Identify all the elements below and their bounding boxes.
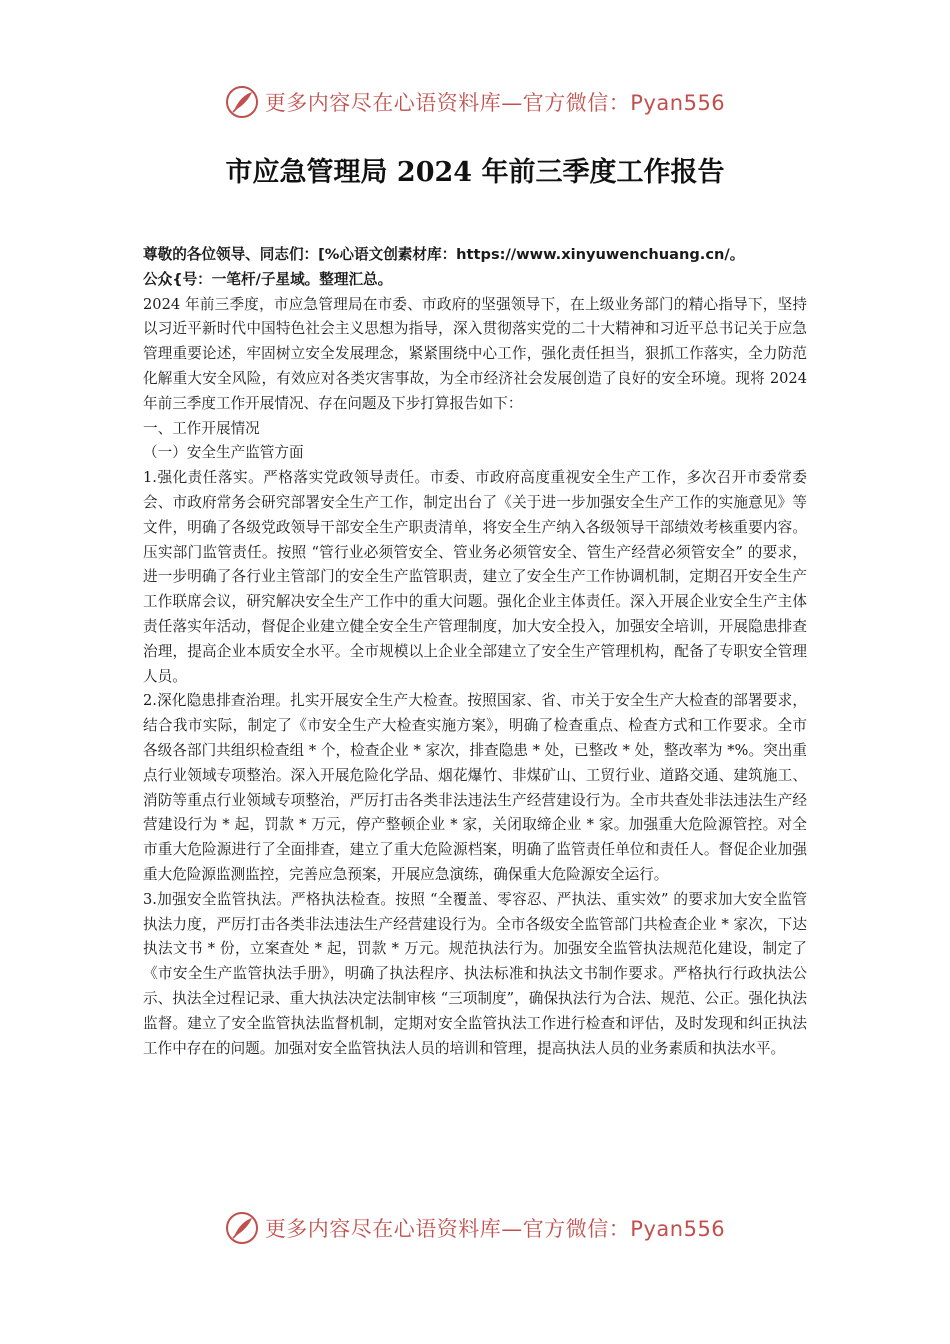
greeting-line: 公众{号：一笔杆/子星域。整理汇总。 — [143, 270, 393, 288]
intro-paragraph: 2024 年前三季度，市应急管理局在市委、市政府的坚强领导下，在上级业务部门的精心指导下，坚持以习近平新时代中国特色社会主义思想为指导，深入贯彻落实党的二十大精神和习近平总书记关于应急管理重要论述，牢固树立安全发展理念，紧紧围绕中心工作，强化责任担当，狠抓工作落实，全力防范化解重大安全风险，有效应对各类灾害事故，为全市经济社会发展创造了良好的安全环境。现将 2024 年前三季度工作开展情况、存在问题及下步打算报告如下： — [143, 295, 807, 412]
document-title: 市应急管理局 2024 年前三季度工作报告 — [225, 157, 725, 188]
banner-text: 更多内容尽在心语资料库—官方微信：Pyan556 — [264, 91, 726, 115]
subsection-heading: （一）安全生产监管方面 — [143, 444, 304, 462]
footer-banner — [0, 1208, 950, 1248]
body-paragraph: 1.强化责任落实。严格落实党政领导责任。市委、市政府高度重视安全生产工作，多次召开市委常委会、市政府常务会研究部署安全生产工作，制定出台了《关于进一步加强安全生产工作的实施意见》等文件，明确了各级党政领导干部安全生产职责清单，将安全生产纳入各级领导干部绩效考核重要内容。压实部门监管责任。按照 “管行业必须管安全、管业务必须管安全、管生产经营必须管安全” 的要求，进一步明确了各行业主管部门的安全生产监管职责，建立了安全生产工作协调机制，定期召开安全生产工作联席会议，研究解决安全生产工作中的重大问题。强化企业主体责任。深入开展企业安全生产主体责任落实年活动，督促企业建立健全安全生产管理制度，加大安全投入，加强安全培训，开展隐患排查治理，提高企业本质安全水平。全市规模以上企业全部建立了安全生产管理机构，配备了专职安全管理人员。 — [143, 469, 807, 685]
document-body — [143, 243, 807, 1061]
body-paragraph: 2.深化隐患排查治理。扎实开展安全生产大检查。按照国家、省、市关于安全生产大检查的部署要求，结合我市实际，制定了《市安全生产大检查实施方案》，明确了检查重点、检查方式和工作要求。全市各级各部门共组织检查组 * 个，检查企业 * 家次，排查隐患 * 处，已整改 * 处，整改率为 *%。突出重点行业领域专项整治。深入开展危险化学品、烟花爆竹、非煤矿山、工贸行业、道路交通、建筑施工、消防等重点行业领域专项整治，严厉打击各类非法违法生产经营建设行为。全市共查处非法违法生产经营建设行为 * 起，罚款 * 万元，停产整顿企业 * 家，关闭取缔企业 * 家。加强重大危险源管控。对全市重大危险源进行了全面排查，建立了重大危险源档案，明确了监管责任单位和责任人。督促企业加强重大危险源监测监控，完善应急预案，开展应急演练，确保重大危险源安全运行。 — [143, 692, 807, 883]
banner-text: 更多内容尽在心语资料库—官方微信：Pyan556 — [264, 1217, 726, 1241]
header-banner — [0, 82, 950, 122]
greeting-line: 尊敬的各位领导、同志们：[%心语文创素材库：https://www.xinyuwenchuang.cn/。 — [143, 246, 745, 263]
section-heading: 一、工作开展情况 — [143, 419, 260, 437]
feather-pen-logo — [225, 1211, 259, 1245]
body-paragraph: 3.加强安全监管执法。严格执法检查。按照 “全覆盖、零容忍、严执法、重实效” 的要求加大安全监管执法力度，严厉打击各类非法违法生产经营建设行为。全市各级安全监管部门共检查企业 * 家次，下达执法文书 * 份，立案查处 * 起，罚款 * 万元。规范执法行为。加强安全监管执法规范化建设，制定了《市安全生产监管执法手册》，明确了执法程序、执法标准和执法文书制作要求。严格执行行政执法公示、执法全过程记录、重大执法决定法制审核 “三项制度”，确保执法行为合法、规范、公正。强化执法监督。建立了安全监管执法监督机制，定期对安全监管执法工作进行检查和评估，及时发现和纠正执法工作中存在的问题。加强对安全监管执法人员的培训和管理，提高执法人员的业务素质和执法水平。 — [143, 890, 807, 1057]
feather-pen-logo — [225, 85, 259, 119]
